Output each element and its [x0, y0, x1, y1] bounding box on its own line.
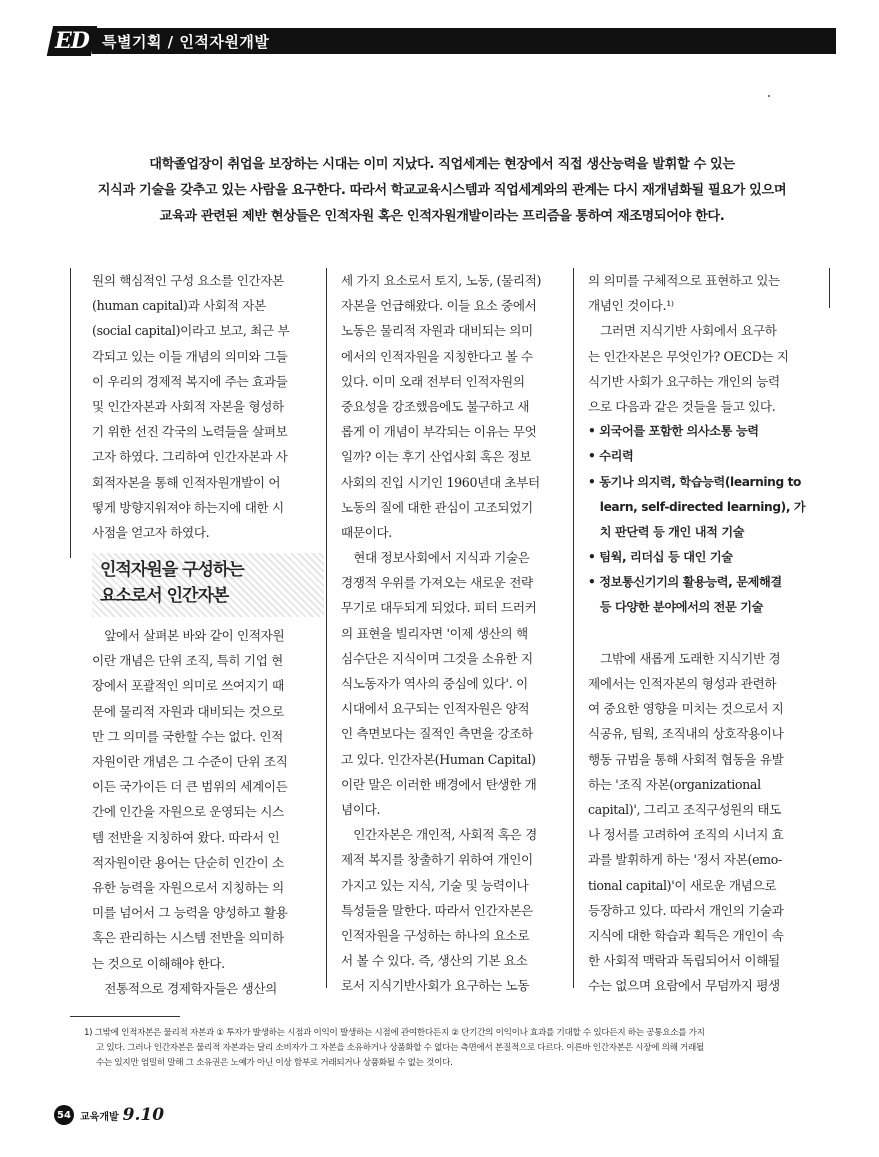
section-title: 특별기획 / 인적자원개발 [102, 32, 270, 51]
text-line: 떻게 방향지워져야 하는지에 대한 시 [92, 499, 284, 515]
bullet-item: • 정보통신기기의 활용능력, 문제해결 [588, 575, 782, 590]
text-line: 과를 발휘하게 하는 '정서 자본(emo- [588, 852, 782, 868]
column-rule [573, 268, 574, 988]
text-line: 무기로 대두되게 되었다. 피터 드러커 [341, 600, 537, 616]
text-line: 자원이란 개념은 그 수준이 단위 조직 [92, 754, 288, 769]
text-line: (human capital)과 사회적 자본 [92, 298, 266, 314]
text-line: 템 전반을 지칭하여 왔다. 따라서 인 [92, 829, 280, 845]
text-line: 나 정서를 고려하여 조직의 시너지 효 [588, 827, 784, 843]
page-number: 54 [54, 1105, 74, 1125]
text-line: 수는 없으며 요람에서 무덤까지 평생 [588, 978, 780, 994]
text-line: 행동 규범을 통해 사회적 협동을 유발 [588, 751, 784, 767]
page-footer [54, 1105, 164, 1125]
text-line: 의 표현을 빌리자면 '이제 생산의 핵 [341, 625, 528, 641]
footnote [84, 1026, 824, 1071]
text-line: 의 의미를 구체적으로 표현하고 있는 [588, 273, 780, 288]
bullet-item: • 수리력 [588, 449, 634, 464]
text-line: 이란 개념은 단위 조직, 특히 기업 현 [92, 653, 283, 669]
text-line: 등장하고 있다. 따라서 개인의 기술과 [588, 902, 784, 918]
text-line: 사회의 진입 시기인 1960년대 초부터 [341, 474, 540, 490]
text-line: 일까? 이는 후기 산업사회 혹은 정보 [341, 449, 532, 465]
lead-line: 교육과 관련된 제반 현상들은 인적자원 혹은 인적자원개발이라는 프리즘을 통하여 재조명되어야 한다. [159, 209, 725, 224]
text-line: 으로 다음과 같은 것들을 들고 있다. [588, 398, 776, 414]
text-line: 그러면 지식기반 사회에서 요구하 [588, 323, 777, 339]
column-1 [92, 268, 324, 1001]
magazine-logo: ED [47, 26, 97, 56]
text-line: 적자원이란 용어는 단순히 인간이 소 [92, 854, 284, 870]
text-line: 자본을 언급해왔다. 이들 요소 중에서 [341, 298, 537, 314]
text-line: (social capital)이라고 보고, 최근 부 [92, 323, 290, 339]
column-3 [588, 268, 820, 998]
text-line: 고 있다. 인간자본(Human Capital) [341, 751, 536, 767]
text-line: 제적 복지를 창출하기 위하여 개인이 [341, 852, 533, 868]
body-columns [70, 268, 830, 996]
text-line: 인적자원을 구성하는 하나의 요소로 [341, 927, 530, 943]
text-line: 롭게 이 개념이 부각되는 이유는 무엇 [341, 424, 537, 440]
text-line: 하는 '조직 자본(organizational [588, 776, 761, 792]
section-header-bar [92, 28, 836, 54]
text-line: 인간자본은 개인적, 사회적 혹은 경 [341, 827, 537, 843]
issue-number: 9.10 [122, 1105, 165, 1125]
column-rule-right [829, 268, 830, 308]
text-line: 가지고 있는 지식, 기술 및 능력이나 [341, 877, 529, 893]
text-line: 서 볼 수 있다. 즉, 생산의 기본 요소 [341, 953, 528, 969]
text-line: 간에 인간을 자원으로 운영되는 시스 [92, 804, 284, 820]
text-line: 그밖에 새롭게 도래한 지식기반 경 [588, 650, 781, 666]
text-line: 앞에서 살펴본 바와 같이 인적자원 [92, 628, 285, 644]
text-line: 문에 물리적 자원과 대비되는 것으로 [92, 703, 284, 719]
text-line: 미를 넘어서 그 능력을 양성하고 활용 [92, 905, 288, 921]
text-line: 념이다. [341, 801, 381, 817]
text-line: 및 인간자본과 사회적 자본을 형성하 [92, 398, 284, 414]
text-line: 중요성을 강조했음에도 불구하고 새 [341, 398, 530, 414]
text-line: 세 가지 요소로서 토지, 노동, (물리적) [341, 273, 542, 288]
text-line: 개념인 것이다.¹⁾ [588, 298, 674, 314]
text-line: 이든 국가이든 더 큰 범위의 세계이든 [92, 779, 288, 795]
lead-paragraph [70, 152, 814, 230]
column-2 [341, 268, 573, 998]
text-line: 식기반 사회가 요구하는 개인의 능력 [588, 373, 780, 389]
text-line: 여 중요한 영향을 미치는 것으로서 지 [588, 701, 784, 717]
subheading-line: 인적자원을 구성하는 [100, 560, 244, 581]
bullet-item: 치 판단력 등 개인 내적 기술 [588, 524, 745, 539]
text-line: 사점을 얻고자 하였다. [92, 524, 210, 540]
text-line: 이란 말은 이러한 배경에서 탄생한 개 [341, 776, 537, 792]
text-line: 만 그 의미를 국한할 수는 없다. 인적 [92, 728, 283, 744]
magazine-name: 교육개발 [80, 1111, 119, 1123]
text-line: 는 것으로 이해해야 한다. [92, 955, 225, 971]
bullet-item: 등 다양한 분야에서의 전문 기술 [588, 600, 764, 615]
text-line: 식공유, 팀웍, 조직내의 상호작용이나 [588, 726, 784, 742]
text-line: 인 측면보다는 질적인 측면을 강조하 [341, 726, 533, 742]
lead-line: 지식과 기술을 갖추고 있는 사람을 요구한다. 따라서 학교교육시스템과 직업세계와의 관계는 다시 재개념화될 필요가 있으며 [97, 183, 787, 198]
text-line: 원의 핵심적인 구성 요소를 인간자본 [92, 273, 284, 288]
text-line: 한 사회적 맥락과 독립되어서 이해될 [588, 953, 780, 969]
text-line: 장에서 포괄적인 의미로 쓰여지기 때 [92, 678, 284, 694]
text-line: 각되고 있는 이들 개념의 의미와 그들 [92, 348, 288, 364]
text-line: 경쟁적 우위를 가져오는 새로운 전략 [341, 575, 533, 591]
text-line: 특성들을 말한다. 따라서 인간자본은 [341, 902, 533, 918]
lead-line: 대학졸업장이 취업을 보장하는 시대는 이미 지났다. 직업세계는 현장에서 직접 생산능력을 발휘할 수 있는 [149, 157, 735, 172]
print-speck [768, 95, 770, 97]
text-line: 시대에서 요구되는 인적자원은 양적 [341, 701, 530, 717]
bullet-item: • 외국어를 포함한 의사소통 능력 [588, 424, 759, 439]
text-line: 에서의 인적자원을 지칭한다고 볼 수 [341, 348, 533, 364]
footnote-line: 수는 있지만 엄밀히 말해 그 소유권은 노예가 아닌 이상 함부로 거래되거나 상품화될 수 없는 것이다. [96, 1058, 453, 1068]
text-line: 로서 지식기반사회가 요구하는 노동 [341, 978, 530, 994]
footnote-line: 고 있다. 그러나 인간자본은 물리적 자본과는 달리 소비자가 그 자본을 소유하거나 상품화할 수 없다는 측면에서 본질적으로 다르다. 이른바 인간자본은 시장에 의해 거래될 [96, 1043, 705, 1053]
text-line: 유한 능력을 자원으로서 지칭하는 의 [92, 879, 284, 895]
text-line: 전통적으로 경제학자들은 생산의 [92, 980, 277, 996]
text-line: capital)', 그리고 조직구성원의 태도 [588, 801, 782, 817]
text-line: 심수단은 지식이며 그것을 소유한 지 [341, 650, 533, 666]
text-line: 혹은 관리하는 시스템 전반을 의미하 [92, 930, 284, 946]
text-line: 노동은 물리적 자원과 대비되는 의미 [341, 323, 533, 339]
text-line: 있다. 이미 오래 전부터 인적자원의 [341, 373, 525, 389]
column-rule [326, 268, 327, 988]
text-line: 기 위한 선진 각국의 노력들을 살펴보 [92, 424, 288, 440]
bullet-item: • 동기나 의지력, 학습능력(learning to [588, 474, 802, 489]
text-line: 고자 하였다. 그리하여 인간자본과 사 [92, 449, 288, 465]
subheading-box [92, 553, 324, 617]
text-line: 회적자본을 통해 인적자원개발이 어 [92, 474, 281, 490]
text-line: 지식에 대한 학습과 획득은 개인이 속 [588, 927, 784, 943]
footnote-line: 1) 그밖에 인적자본은 물리적 자본과 ① 투자가 발생하는 시점과 이익이 발생하는 시점에 관여한다든지 ② 단기간의 이익이나 효과를 기대할 수 있다든지 하는 공통요소를 가지 [84, 1028, 705, 1038]
text-line: 노동의 질에 대한 관심이 고조되었기 [341, 499, 533, 515]
text-line: 제에서는 인적자본의 형성과 관련하 [588, 676, 777, 691]
text-line: tional capital)'이 새로운 개념으로 [588, 877, 777, 893]
bullet-item: learn, self-directed learning), 가 [588, 499, 806, 514]
bullet-item: • 팀웍, 리더십 등 대인 기술 [588, 550, 733, 565]
text-line: 이 우리의 경제적 복지에 주는 효과들 [92, 373, 288, 389]
spacer-line [588, 621, 820, 646]
text-line: 식노동자가 역사의 중심에 있다'. 이 [341, 676, 528, 691]
text-line: 현대 정보사회에서 지식과 기술은 [341, 550, 530, 566]
text-line: 때문이다. [341, 524, 392, 540]
footnote-divider [70, 1016, 180, 1017]
subheading-line: 요소로서 인간자본 [100, 586, 229, 607]
text-line: 는 인간자본은 무엇인가? OECD는 지 [588, 348, 789, 364]
column-rule-left [70, 268, 71, 558]
